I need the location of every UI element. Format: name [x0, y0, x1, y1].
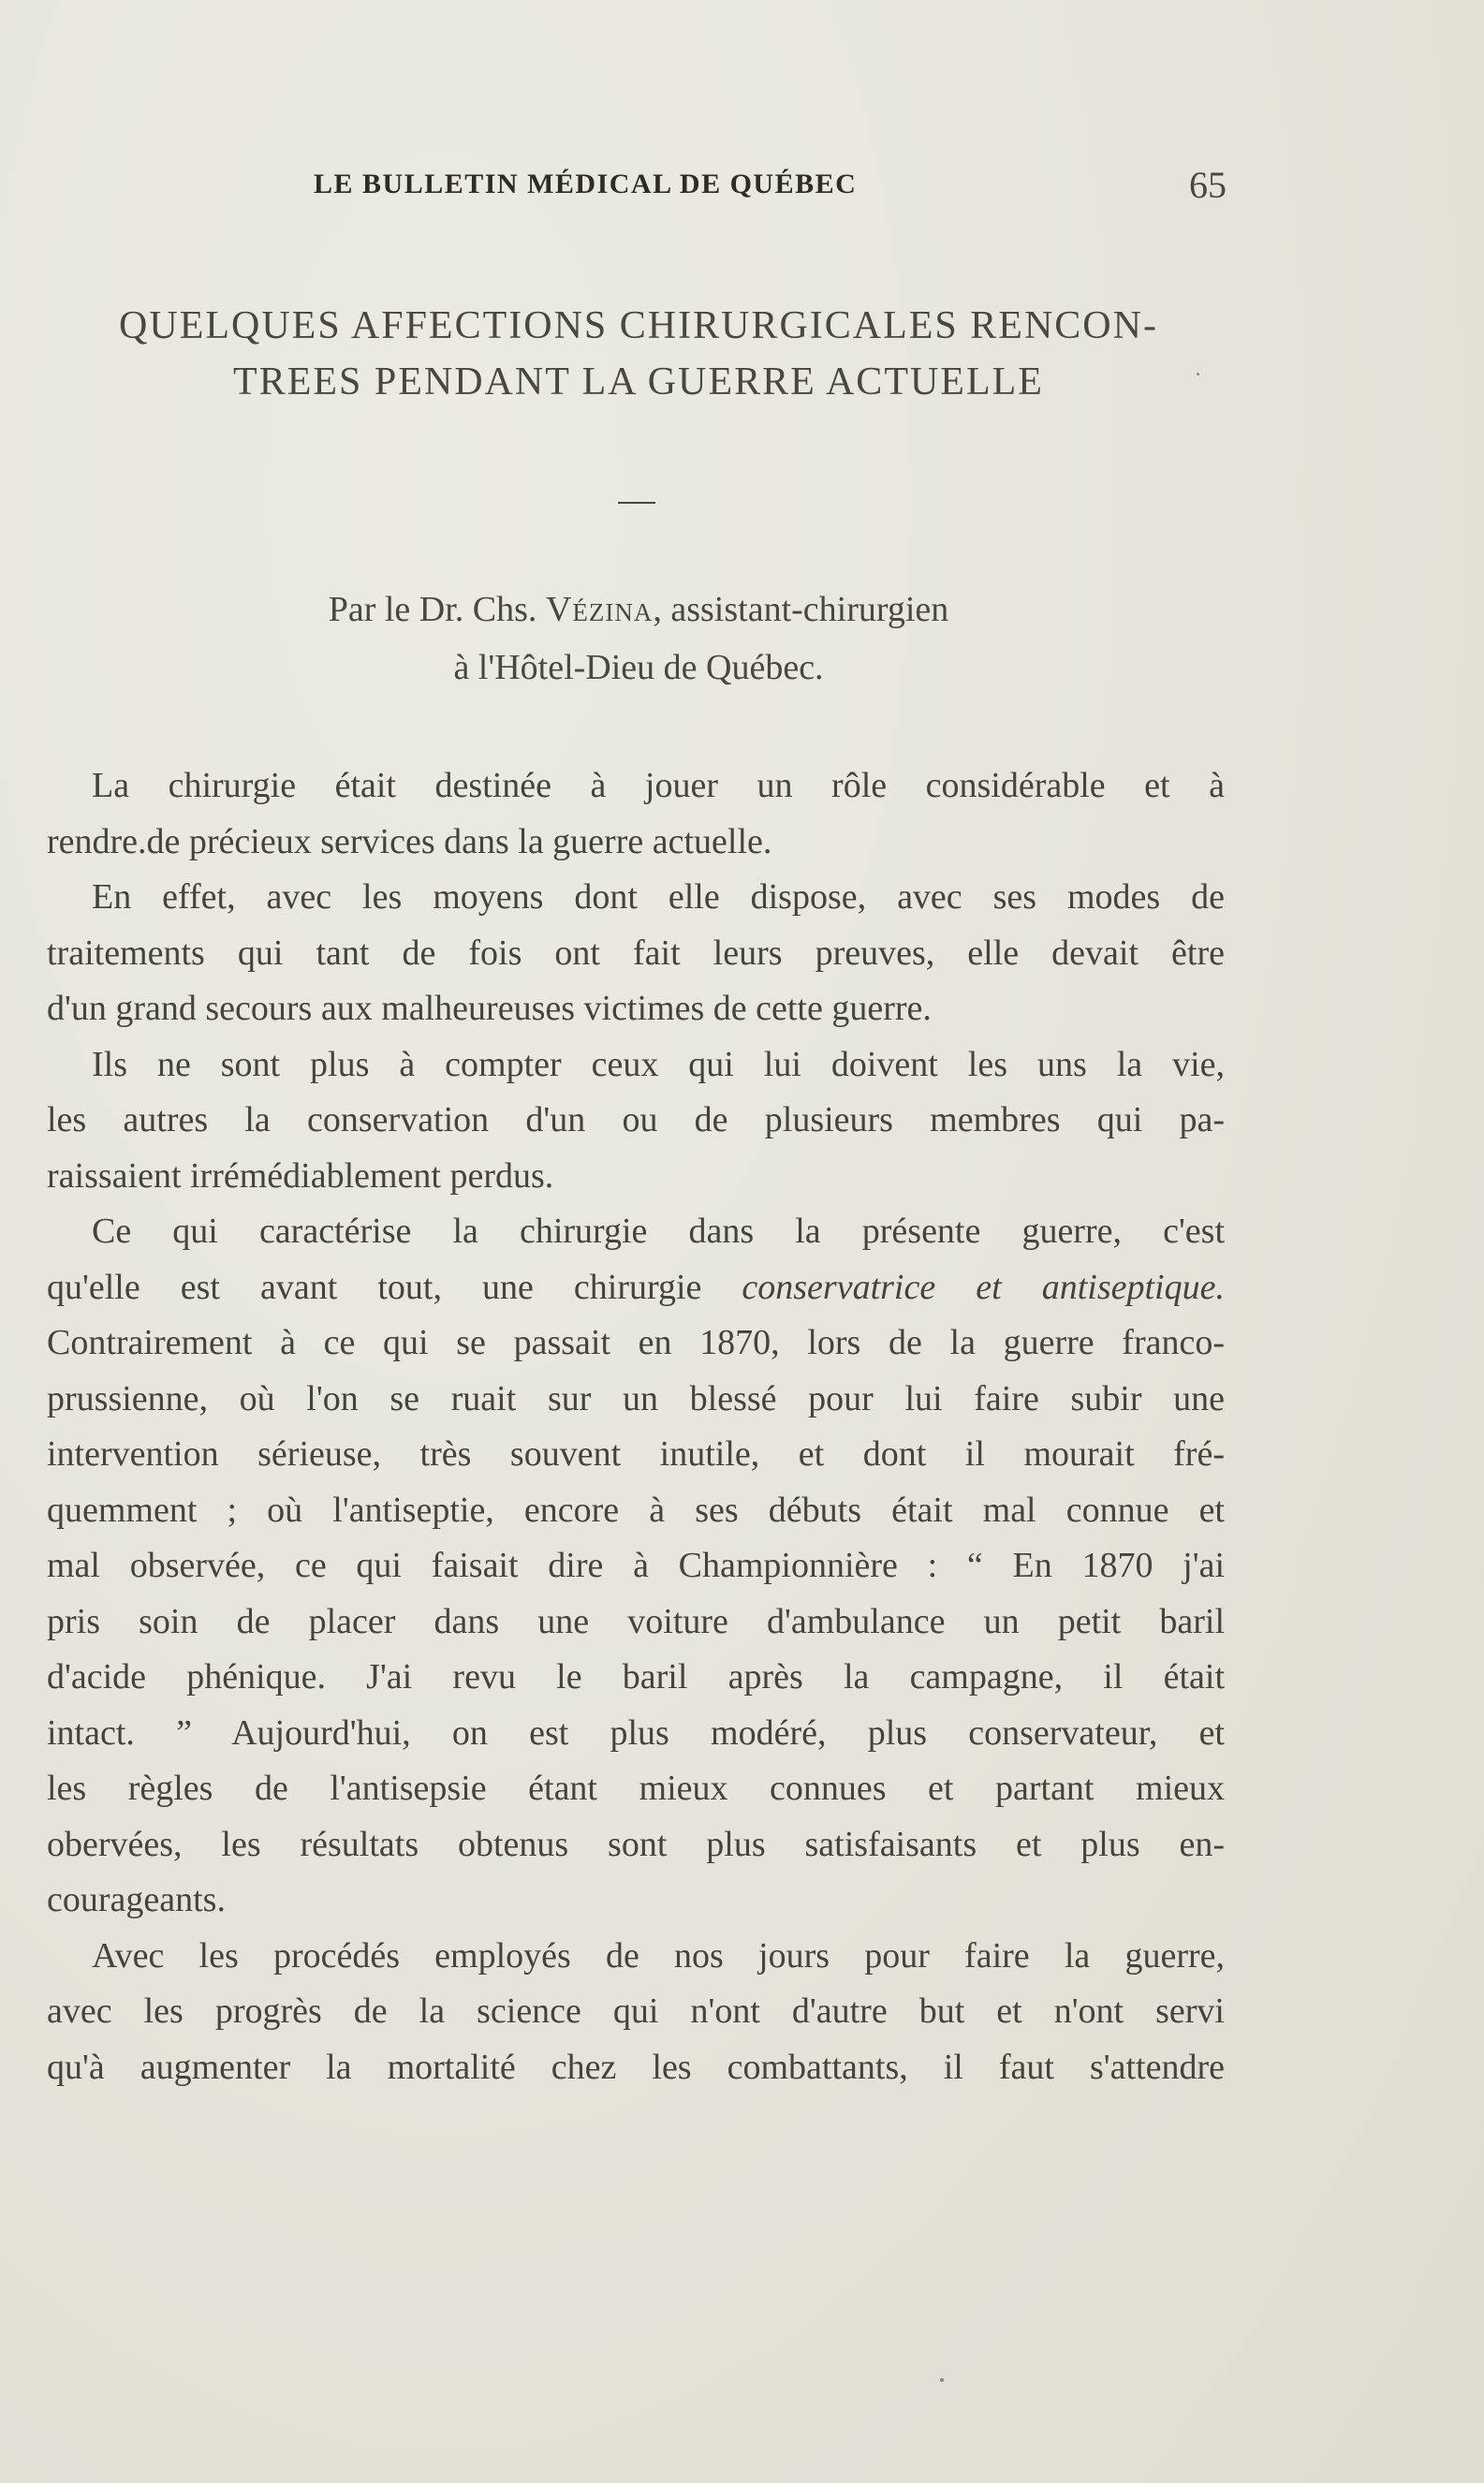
paper-speck: [1197, 373, 1199, 375]
italic-phrase: conservatrice et antiseptique.: [742, 1267, 1225, 1307]
text-line: obervées, les résultats obtenus sont plus satisfaisants et plus en-: [47, 1824, 1225, 1864]
byline-line-1: [49, 580, 1228, 639]
author-name: Vézina: [545, 590, 654, 629]
text-line: rendre.de précieux services dans la guerre actuelle.: [47, 821, 772, 861]
paragraph-5: [47, 1929, 1225, 2096]
paper-speck: [940, 2378, 944, 2382]
byline-line-2: à l'Hôtel-Dieu de Québec.: [453, 648, 824, 687]
byline-suffix: , assistant-chirurgien: [653, 590, 949, 629]
paragraph-4: [47, 1204, 1225, 1929]
text-line: prussienne, où l'on se ruait sur un blessé pour lui faire subir une: [47, 1378, 1225, 1418]
page-number: 65: [1189, 164, 1227, 206]
byline-prefix: Par le Dr. Chs.: [328, 590, 546, 629]
text-line: Avec les procédés employés de nos jours pour faire la guerre,: [92, 1935, 1225, 1976]
text-line: raissaient irrémédiablement perdus.: [47, 1155, 554, 1196]
article-body: [47, 758, 1225, 2095]
running-head: [47, 163, 1227, 210]
paragraph-3: [47, 1037, 1225, 1205]
text-line: traitements qui tant de fois ont fait leurs preuves, elle devait être: [47, 933, 1225, 973]
text-line: d'acide phénique. J'ai revu le baril après la campagne, il était: [47, 1657, 1225, 1697]
byline: [49, 580, 1228, 697]
article-title-line-2: TREES PENDANT LA GUERRE ACTUELLE: [233, 360, 1044, 404]
text-line-with-italic: [47, 1260, 1225, 1316]
text-line: En effet, avec les moyens dont elle dispose, avec ses modes de: [92, 877, 1225, 917]
text-line: d'un grand secours aux malheureuses victimes de cette guerre.: [47, 989, 932, 1028]
title-divider: [618, 502, 655, 504]
text-line: La chirurgie était destinée à jouer un rôle considérable et à: [92, 766, 1225, 805]
text-line: intervention sérieuse, très souvent inutile, et dont il mourait fré-: [47, 1434, 1225, 1474]
text-line: avec les progrès de la science qui n'ont d'autre but et n'ont servi: [47, 1991, 1225, 2031]
paragraph-1: [47, 758, 1225, 870]
text-line: quemment ; où l'antiseptie, encore à ses débuts était mal connue et: [47, 1490, 1225, 1530]
text-line: pris soin de placer dans une voiture d'ambulance un petit baril: [47, 1601, 1225, 1641]
text-line: Contrairement à ce qui se passait en 1870, lors de la guerre franco-: [47, 1323, 1225, 1362]
text-line: les règles de l'antisepsie étant mieux connues et partant mieux: [47, 1769, 1225, 1808]
article-title-line-1: QUELQUES AFFECTIONS CHIRURGICALES RENCON-: [119, 304, 1158, 347]
text-line: courageants.: [47, 1880, 226, 1919]
text-line: Ils ne sont plus à compter ceux qui lui doivent les uns la vie,: [92, 1044, 1225, 1084]
text-line: qu'à augmenter la mortalité chez les combattants, il faut s'attendre: [47, 2047, 1225, 2087]
article-title: [49, 298, 1228, 410]
text-line: Ce qui caractérise la chirurgie dans la présente guerre, c'est: [92, 1212, 1225, 1251]
text-line: intact. ” Aujourd'hui, on est plus modéré, plus conservateur, et: [47, 1712, 1225, 1753]
text-segment: qu'elle est avant tout, une chirurgie: [47, 1267, 742, 1307]
running-title: LE BULLETIN MÉDICAL DE QUÉBEC: [314, 169, 858, 199]
paragraph-2: [47, 870, 1225, 1037]
text-line: mal observée, ce qui faisait dire à Championnière : “ En 1870 j'ai: [47, 1546, 1225, 1585]
text-line: les autres la conservation d'un ou de plusieurs membres qui pa-: [47, 1100, 1225, 1139]
